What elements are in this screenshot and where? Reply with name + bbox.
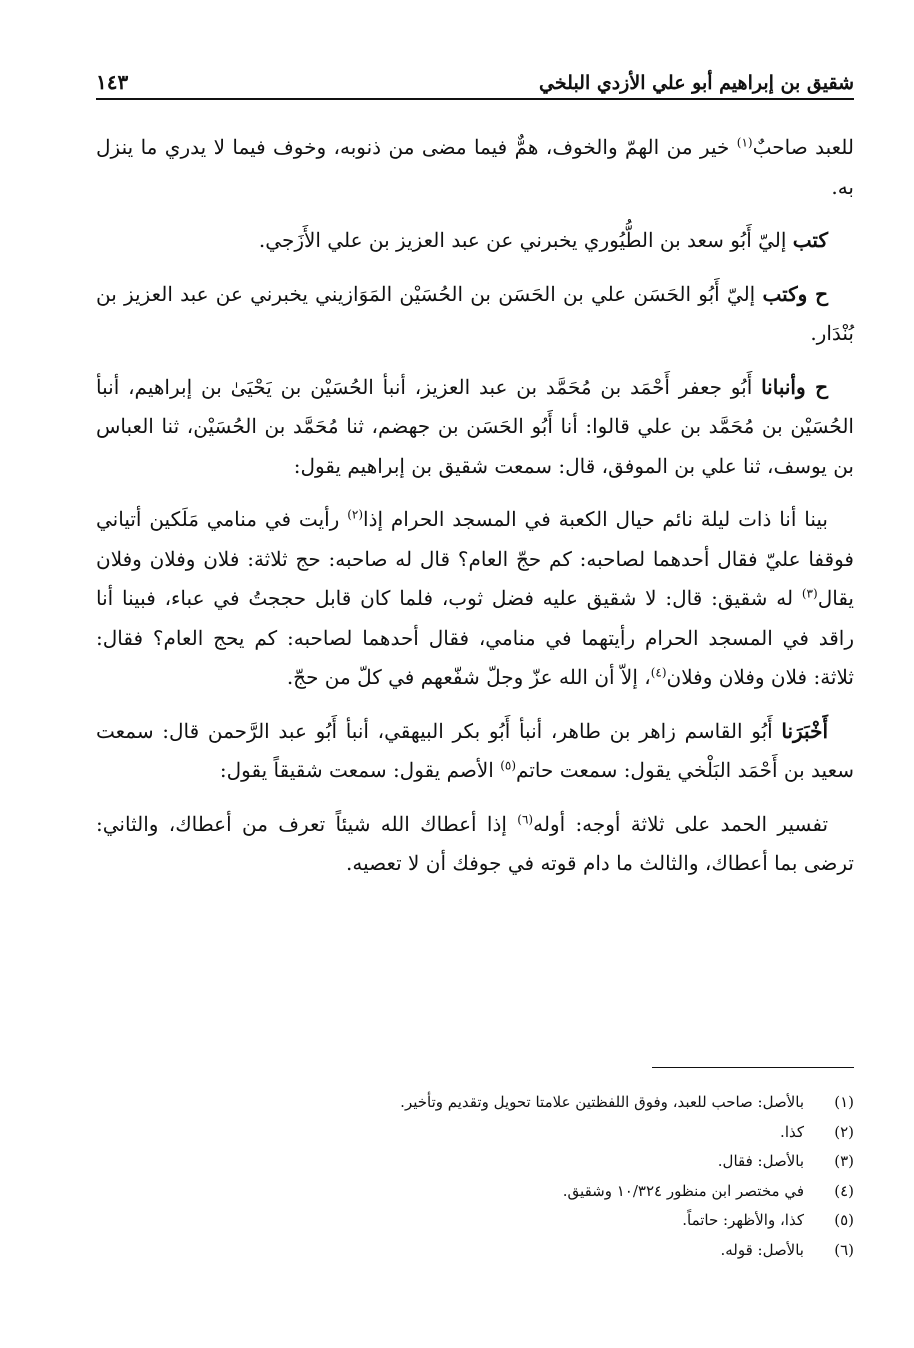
main-text — [96, 128, 854, 898]
footnote-number: (٢) — [834, 1122, 854, 1141]
paragraph-2 — [96, 221, 854, 261]
paragraph-text: بينا أنا ذات ليلة نائم حيال الكعبة في المسجد الحرام إذا — [363, 507, 828, 531]
footnote-text: بالأصل: قوله. — [720, 1240, 804, 1259]
isnad-lead: كتب — [792, 228, 828, 252]
footnote-separator — [652, 1067, 854, 1068]
footnote-2 — [96, 1118, 854, 1148]
footnote-number: (٦) — [834, 1240, 854, 1259]
paragraph-story — [96, 500, 854, 698]
footnote-number: (٤) — [834, 1181, 854, 1200]
paragraph-text: رأيت في منامي مَلَكين أتياني فوقفا عليّ فقال أحدهما لصاحبه: كم حجّ العام؟ قال له صاحبه: حج ثلاثة: فلان وفلان وفلان يقال — [96, 507, 854, 610]
footnote-ref: (٤) — [650, 665, 667, 680]
footnote-5 — [96, 1206, 854, 1236]
page-header — [96, 62, 854, 100]
isnad-lead: أَخْبَرَنا — [781, 718, 828, 743]
paragraph-text: ، إلاّ أن الله عزّ وجلّ شفّعهم في كلّ من حجّ. — [286, 665, 651, 689]
footnote-ref: (٥) — [500, 758, 517, 773]
footnote-text: كذا، والأظهر: حاتماً. — [682, 1211, 804, 1229]
footnote-number: (١) — [834, 1093, 854, 1111]
footnote-1 — [96, 1088, 854, 1118]
footnote-text: بالأصل: صاحب للعبد، وفوق اللفظتين علامتا تحويل وتقديم وتأخير. — [400, 1093, 804, 1111]
paragraph-tafsir — [96, 805, 854, 884]
footnote-3 — [96, 1147, 854, 1177]
paragraph-text: خير من الهمّ والخوف، همٌّ فيما مضى من ذنوبه، وخوف فيما لا يدري ما ينزل به. — [96, 135, 854, 199]
footnote-text: كذا. — [780, 1122, 804, 1141]
paragraph-4 — [96, 368, 854, 487]
paragraph-text: أَبُو القاسم زاهر بن طاهر، أنبأ أَبُو بكر البيهقي، أنبأ أَبُو عبد الرَّحمن قال: سمعت سعيد بن أَحْمَد البَلْخي يقول: سمعت حاتم — [96, 718, 854, 782]
footnote-4 — [96, 1177, 854, 1207]
footnote-ref: (٦) — [517, 811, 534, 826]
paragraph-akhbarana — [96, 712, 854, 791]
footnote-number: (٥) — [834, 1211, 854, 1229]
paragraph-text: إليّ أَبُو الحَسَن علي بن الحَسَن بن الحُسَيْن المَوَازيني يخبرني عن عبد العزيز بن بُنْدَار. — [96, 281, 854, 345]
paragraph-text: إذا أعطاك الله شيئاً تعرف من أعطاك، والثاني: ترضى بما أعطاك، والثالث ما دام قوته في جوفك أن لا تعصيه. — [96, 811, 854, 875]
footnote-ref: (١) — [736, 135, 753, 150]
paragraph-3 — [96, 275, 854, 354]
footnote-text: بالأصل: فقال. — [717, 1152, 804, 1170]
footnote-ref: (٣) — [801, 586, 818, 601]
footnote-ref: (٢) — [347, 507, 364, 522]
paragraph-text: أَبُو جعفر أَحْمَد بن مُحَمَّد بن عبد العزيز، أنبأ الحُسَيْن بن يَحْيَىٰ بن إبراهيم، أنبأ الحُسَيْن بن مُحَمَّد بن علي قالوا: أنا أَبُو الحَسَن بن جهضم، ثنا مُحَمَّد بن الحُسَيْن، ثنا العباس بن يوسف، ثنا علي بن الموفق، قال: سمعت شقيق بن إبراهيم يقول: — [96, 374, 854, 478]
footnote-number: (٣) — [834, 1152, 854, 1170]
paragraph-text: للعبد صاحبٌ — [752, 135, 854, 159]
footnotes — [96, 1088, 854, 1265]
paragraph-text: تفسير الحمد على ثلاثة أوجه: أوله — [533, 811, 829, 836]
footnote-6 — [96, 1236, 854, 1266]
footnote-text: في مختصر ابن منظور ١٠/٣٢٤ وشقيق. — [562, 1181, 804, 1200]
paragraph-1 — [96, 128, 854, 207]
isnad-lead: ح وكتب — [762, 281, 829, 306]
page-number: ١٤٣ — [96, 70, 129, 94]
isnad-lead: ح وأنبانا — [761, 374, 828, 399]
paragraph-text: له شقيق: قال: لا شقيق عليه فضل ثوب، فلما كان قابل حججتُ في عباء، فبينا أنا راقد في المسجد الحرام رأيتهما في منامي، فقال أحدهما لصاحبه: كم يحج العام؟ فقال: ثلاثة: فلان وفلان وفلان — [96, 586, 854, 689]
paragraph-text: إليّ أَبُو سعد بن الطُّيُوري يخبرني عن عبد العزيز بن علي الأَزَجي. — [258, 228, 793, 252]
paragraph-text: الأصم يقول: سمعت شقيقاً يقول: — [219, 758, 501, 782]
running-title: شقيق بن إبراهيم أبو علي الأزدي البلخي — [539, 72, 854, 94]
